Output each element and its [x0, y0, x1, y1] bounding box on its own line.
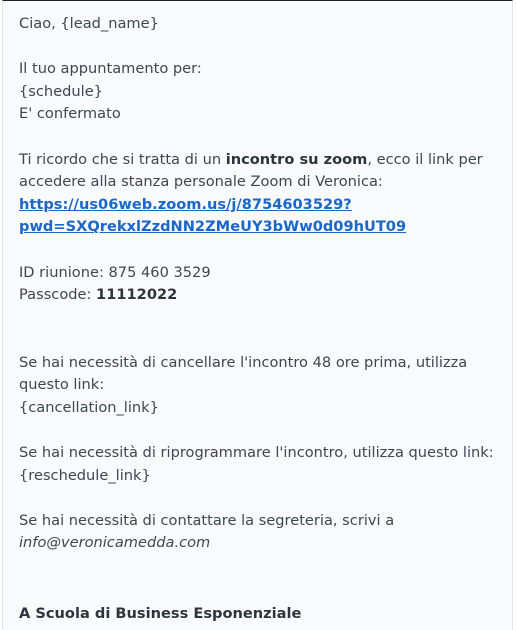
zoom-text-before: Ti ricordo che si tratta di un — [19, 150, 226, 168]
email-preview-panel — [2, 0, 513, 630]
spacer — [19, 555, 505, 603]
contact-text: Se hai necessità di contattare la segreteria, scrivi a — [19, 511, 395, 529]
spacer — [19, 126, 505, 149]
cancel-text-line2: questo link: — [19, 376, 105, 394]
cancellation-placeholder: {cancellation_link} — [19, 398, 159, 416]
spacer — [19, 36, 505, 59]
appointment-intro-text: Il tuo appuntamento per: — [19, 60, 202, 78]
zoom-link-line1[interactable]: https://us06web.zoom.us/j/8754603529? — [19, 195, 352, 213]
cancel-text-line1: Se hai necessità di cancellare l'incontro 48 ore prima, utilizza — [19, 353, 468, 371]
email-body — [19, 13, 505, 626]
spacer — [19, 239, 505, 262]
spacer — [19, 307, 505, 352]
spacer — [19, 420, 505, 443]
greeting-text: Ciao, {lead_name} — [19, 15, 159, 32]
zoom-text-after: , ecco il link per — [367, 150, 483, 168]
spacer — [19, 487, 505, 510]
zoom-paragraph-line2: accedere alla stanza personale Zoom di Veronica: — [19, 173, 383, 191]
zoom-link-line2[interactable]: pwd=SXQrekxlZzdNN2ZMeUY3bWw0d09hUT09 — [19, 218, 407, 236]
reschedule-placeholder: {reschedule_link} — [19, 466, 151, 484]
passcode-label: Passcode: — [19, 286, 97, 304]
passcode-line — [19, 284, 505, 307]
schedule-placeholder: {schedule} — [19, 82, 103, 100]
signature-text: A Scuola di Business Esponenziale — [19, 605, 302, 623]
passcode-value: 11112022 — [96, 286, 178, 304]
contact-email: info@veronicamedda.com — [19, 534, 211, 552]
zoom-paragraph-line1 — [19, 149, 505, 172]
zoom-link[interactable] — [19, 194, 505, 217]
zoom-text-bold: incontro su zoom — [225, 150, 368, 168]
meeting-id-text: ID riunione: 875 460 3529 — [19, 263, 211, 281]
reschedule-text: Se hai necessità di riprogrammare l'incontro, utilizza questo link: — [19, 444, 494, 462]
zoom-link-continued[interactable] — [19, 216, 505, 239]
confirmed-text: E' confermato — [19, 105, 121, 123]
